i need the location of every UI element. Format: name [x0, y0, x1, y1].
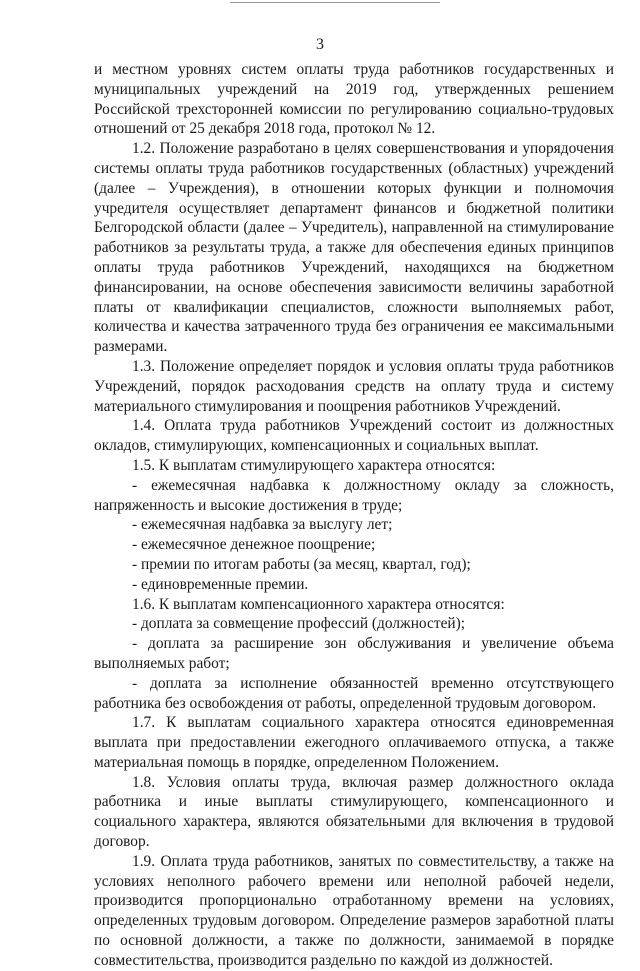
- document-body: [94, 60, 614, 971]
- list-item-stimulating-4: - премии по итогам работы (за месяц, квартал, год);: [132, 555, 471, 573]
- list-item-stimulating-2: - ежемесячная надбавка за выслугу лет;: [132, 516, 393, 534]
- list-item-compensation-2: - доплата за расширение зон обслуживания и увеличение объема выполняемых работ;: [94, 635, 614, 672]
- list-item-stimulating-1: - ежемесячная надбавка к должностному окладу за сложность, напряженность и высокие достижения в труде;: [94, 476, 614, 514]
- paragraph-1-8: 1.8. Условия оплаты труда, включая размер должностного оклада работника и иные выплаты стимулирующего, компенсационного и социального характера, являются обязательными для включения в трудовой договор.: [94, 773, 614, 851]
- list-item-stimulating-3: - ежемесячное денежное поощрение;: [132, 536, 376, 554]
- list-item-compensation-1: - доплата за совмещение профессий (должностей);: [132, 615, 466, 633]
- paragraph-1-3: 1.3. Положение определяет порядок и условия оплаты труда работников Учреждений, порядок расходования средств на оплату труда и систему материального стимулирования и поощрения работников Учреждений.: [94, 357, 614, 415]
- paragraph-1-4: 1.4. Оплата труда работников Учреждений состоит из должностных окладов, стимулирующих, компенсационных и социальных выплат.: [94, 417, 614, 455]
- paragraph-1-9: 1.9. Оплата труда работников, занятых по совместительству, а также на условиях неполного рабочего времени или неполной рабочей недели, производится пропорционально отработанному времени на условиях, определенных трудовым договором. Определение размеров заработной платы по основной должности, а также по должности, занимаемой в порядке совместительства, производится раздельно по каждой из должностей.: [94, 852, 614, 969]
- page-number: 3: [316, 36, 324, 53]
- paragraph-1-7: 1.7. К выплатам социального характера относятся единовременная выплата при предоставлении ежегодного оплачиваемого отпуска, а также материальная помощь в порядке, определенном Положением.: [94, 714, 614, 771]
- top-edge-line: [230, 2, 440, 3]
- paragraph-1-6: 1.6. К выплатам компенсационного характера относятся:: [132, 595, 505, 613]
- list-item-stimulating-5: - единовременные премии.: [132, 575, 309, 593]
- paragraph-1-2: 1.2. Положение разработано в целях совершенствования и упорядочения системы оплаты труда работников государственных (областных) учреждений (далее – Учреждения), в отношении которых функции и полномочия учредителя осуществляет департамент финансов и бюджетной политики Белгородской области (далее – Учредитель), направленной на стимулирование работников за результаты труда, а также для обеспечения единых принципов оплаты труда работников Учреждений, находящихся на бюджетном финансировании, на основе обеспечения зависимости величины заработной платы от квалификации специалистов, сложности выполняемых работ, количества и качества затраченного труда без ограничения ее максимальными размерами.: [94, 140, 614, 356]
- paragraph-continuation: и местном уровнях систем оплаты труда работников государственных и муниципальных учреждений на 2019 год, утвержденных решением Российской трехсторонней комиссии по регулированию социально-трудовых отношений от 25 декабря 2018 года, протокол № 12.: [94, 61, 614, 138]
- paragraph-1-5: 1.5. К выплатам стимулирующего характера относятся:: [132, 456, 496, 474]
- list-item-compensation-3: - доплата за исполнение обязанностей временно отсутствующего работника без освобождения от работы, определенной трудовым договором.: [94, 674, 614, 712]
